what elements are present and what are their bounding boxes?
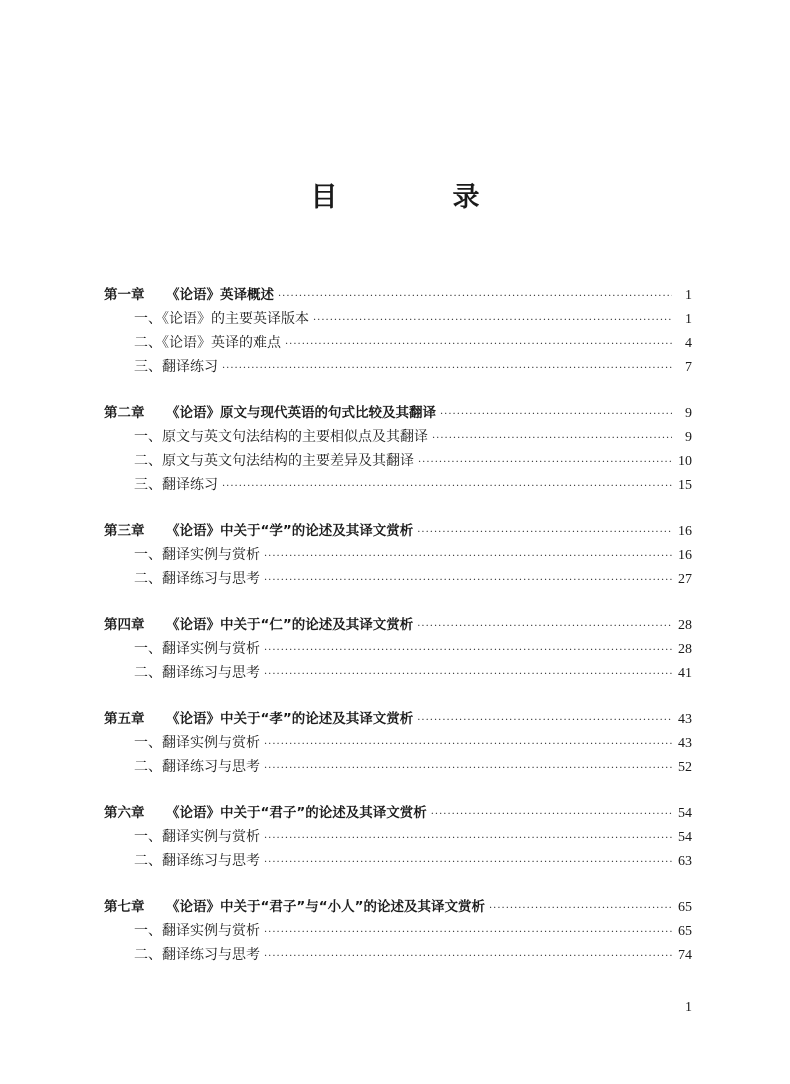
chapter-number: 第七章 bbox=[104, 899, 145, 915]
section-page-number: 16 bbox=[678, 548, 692, 563]
dot-leader bbox=[264, 851, 672, 875]
toc-chapter-entry[interactable] bbox=[104, 613, 692, 637]
section-title: 二、翻译练习与思考 bbox=[134, 571, 260, 587]
section-title: 一、翻译实例与赏析 bbox=[134, 641, 260, 657]
dot-leader bbox=[489, 897, 672, 921]
section-page-number: 63 bbox=[678, 854, 692, 869]
toc-chapter-entry[interactable] bbox=[104, 283, 692, 307]
toc-section-entry[interactable] bbox=[104, 331, 692, 355]
toc-section-entry[interactable] bbox=[104, 473, 692, 497]
toc-section-entry[interactable] bbox=[104, 731, 692, 755]
dot-leader bbox=[431, 803, 672, 827]
toc-section-entry[interactable] bbox=[104, 567, 692, 591]
chapter-page-number: 65 bbox=[678, 900, 692, 915]
chapter-number: 第六章 bbox=[104, 805, 145, 821]
toc-chapter bbox=[104, 283, 692, 379]
section-title: 二、翻译练习与思考 bbox=[134, 853, 260, 869]
toc-chapter-entry[interactable] bbox=[104, 519, 692, 543]
section-page-number: 43 bbox=[678, 736, 692, 751]
section-page-number: 27 bbox=[678, 572, 692, 587]
chapter-number: 第二章 bbox=[104, 405, 145, 421]
dot-leader bbox=[418, 451, 672, 475]
toc-section-entry[interactable] bbox=[104, 825, 692, 849]
toc-chapter bbox=[104, 895, 692, 967]
chapter-page-number: 1 bbox=[685, 288, 692, 303]
chapter-page-number: 16 bbox=[678, 524, 692, 539]
toc-section-entry[interactable] bbox=[104, 919, 692, 943]
section-title: 一、翻译实例与赏析 bbox=[134, 923, 260, 939]
dot-leader bbox=[264, 569, 672, 593]
section-title: 一、翻译实例与赏析 bbox=[134, 829, 260, 845]
toc-section-entry[interactable] bbox=[104, 849, 692, 873]
section-title: 一、翻译实例与赏析 bbox=[134, 735, 260, 751]
toc-section-entry[interactable] bbox=[104, 543, 692, 567]
toc-chapter bbox=[104, 401, 692, 497]
chapter-number: 第一章 bbox=[104, 287, 145, 303]
toc-chapter-entry[interactable] bbox=[104, 801, 692, 825]
dot-leader bbox=[264, 827, 672, 851]
section-page-number: 41 bbox=[678, 666, 692, 681]
section-title: 二、翻译练习与思考 bbox=[134, 665, 260, 681]
chapter-page-number: 9 bbox=[685, 406, 692, 421]
section-page-number: 74 bbox=[678, 948, 692, 963]
section-page-number: 9 bbox=[685, 430, 692, 445]
chapter-title: 《论语》原文与现代英语的句式比较及其翻译 bbox=[166, 405, 436, 421]
section-page-number: 4 bbox=[685, 336, 692, 351]
dot-leader bbox=[264, 757, 672, 781]
toc-section-entry[interactable] bbox=[104, 355, 692, 379]
dot-leader bbox=[417, 521, 672, 545]
toc-chapter bbox=[104, 519, 692, 591]
dot-leader bbox=[313, 309, 672, 333]
chapter-number: 第四章 bbox=[104, 617, 145, 633]
chapter-page-number: 28 bbox=[678, 618, 692, 633]
chapter-number: 第五章 bbox=[104, 711, 145, 727]
dot-leader bbox=[417, 615, 672, 639]
section-page-number: 10 bbox=[678, 454, 692, 469]
dot-leader bbox=[285, 333, 672, 357]
dot-leader bbox=[264, 545, 672, 569]
chapter-page-number: 43 bbox=[678, 712, 692, 727]
section-title: 三、翻译练习 bbox=[134, 359, 218, 375]
chapter-title: 《论语》中关于“君子”与“小人”的论述及其译文赏析 bbox=[166, 899, 485, 915]
dot-leader bbox=[432, 427, 672, 451]
dot-leader bbox=[222, 475, 672, 499]
toc-section-entry[interactable] bbox=[104, 637, 692, 661]
dot-leader bbox=[222, 357, 672, 381]
section-title: 一、翻译实例与赏析 bbox=[134, 547, 260, 563]
chapter-title: 《论语》中关于“君子”的论述及其译文赏析 bbox=[166, 805, 427, 821]
page-title: 目 录 bbox=[310, 182, 524, 213]
toc-section-entry[interactable] bbox=[104, 661, 692, 685]
chapter-title: 《论语》英译概述 bbox=[166, 287, 274, 303]
dot-leader bbox=[264, 733, 672, 757]
section-title: 二、《论语》英译的难点 bbox=[134, 335, 281, 351]
page-number: 1 bbox=[685, 1000, 692, 1015]
toc-chapter-entry[interactable] bbox=[104, 895, 692, 919]
dot-leader bbox=[264, 921, 672, 945]
section-page-number: 52 bbox=[678, 760, 692, 775]
section-page-number: 65 bbox=[678, 924, 692, 939]
dot-leader bbox=[417, 709, 672, 733]
section-page-number: 15 bbox=[678, 478, 692, 493]
dot-leader bbox=[278, 285, 672, 309]
section-title: 二、原文与英文句法结构的主要差异及其翻译 bbox=[134, 453, 414, 469]
section-title: 一、原文与英文句法结构的主要相似点及其翻译 bbox=[134, 429, 428, 445]
chapter-title: 《论语》中关于“孝”的论述及其译文赏析 bbox=[166, 711, 414, 727]
table-of-contents bbox=[104, 283, 692, 989]
dot-leader bbox=[264, 639, 672, 663]
chapter-number: 第三章 bbox=[104, 523, 145, 539]
section-page-number: 7 bbox=[685, 360, 692, 375]
section-title: 一、《论语》的主要英译版本 bbox=[134, 311, 309, 327]
toc-chapter bbox=[104, 613, 692, 685]
toc-chapter-entry[interactable] bbox=[104, 707, 692, 731]
dot-leader bbox=[264, 663, 672, 687]
section-title: 二、翻译练习与思考 bbox=[134, 759, 260, 775]
section-title: 二、翻译练习与思考 bbox=[134, 947, 260, 963]
toc-chapter-entry[interactable] bbox=[104, 401, 692, 425]
chapter-title: 《论语》中关于“仁”的论述及其译文赏析 bbox=[166, 617, 414, 633]
dot-leader bbox=[440, 403, 672, 427]
chapter-page-number: 54 bbox=[678, 806, 692, 821]
toc-section-entry[interactable] bbox=[104, 307, 692, 331]
toc-chapter bbox=[104, 707, 692, 779]
chapter-title: 《论语》中关于“学”的论述及其译文赏析 bbox=[166, 523, 414, 539]
dot-leader bbox=[264, 945, 672, 969]
toc-section-entry[interactable] bbox=[104, 449, 692, 473]
toc-section-entry[interactable] bbox=[104, 755, 692, 779]
toc-section-entry[interactable] bbox=[104, 943, 692, 967]
toc-chapter bbox=[104, 801, 692, 873]
toc-section-entry[interactable] bbox=[104, 425, 692, 449]
section-title: 三、翻译练习 bbox=[134, 477, 218, 493]
section-page-number: 28 bbox=[678, 642, 692, 657]
section-page-number: 1 bbox=[685, 312, 692, 327]
section-page-number: 54 bbox=[678, 830, 692, 845]
